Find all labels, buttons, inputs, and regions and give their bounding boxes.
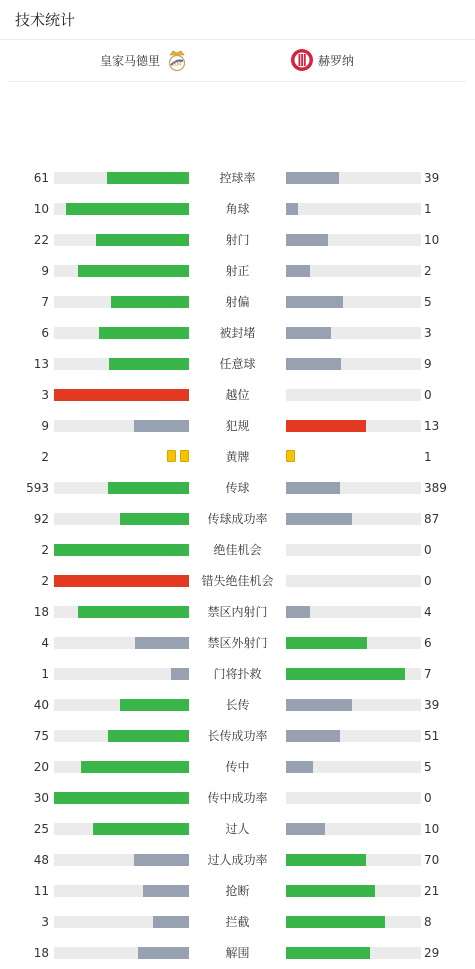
away-bar-fill [286, 854, 366, 866]
home-value: 7 [41, 295, 49, 309]
away-value: 70 [424, 853, 440, 867]
away-value: 10 [424, 822, 440, 836]
girona-crest-icon [290, 48, 312, 72]
page-title: 技术统计 [15, 11, 76, 29]
home-bar-track [54, 203, 189, 215]
home-bar-track [54, 265, 189, 277]
home-bar-fill [153, 916, 189, 928]
stat-row [0, 845, 475, 876]
stat-row [0, 783, 475, 814]
home-value: 9 [41, 419, 49, 433]
home-team[interactable] [100, 48, 188, 72]
teams-bar [9, 40, 466, 82]
stat-row [0, 318, 475, 349]
away-value: 0 [424, 574, 432, 588]
home-bar-fill [134, 420, 189, 432]
away-bar-fill [286, 513, 352, 525]
away-value: 13 [424, 419, 440, 433]
away-bar-track [286, 203, 421, 215]
home-bar-fill [54, 792, 189, 804]
away-bar-fill [286, 823, 325, 835]
stat-label: 错失绝佳机会 [201, 574, 274, 588]
away-bar-track [286, 885, 421, 897]
away-bar-fill [286, 916, 385, 928]
stat-label: 长传成功率 [207, 729, 268, 743]
home-bar-fill [107, 172, 189, 184]
away-bar-fill [286, 637, 367, 649]
stat-label: 越位 [225, 388, 250, 402]
home-team-name: 皇家马德里 [99, 53, 160, 68]
home-bar-fill [108, 730, 189, 742]
home-bar-fill [111, 296, 189, 308]
home-bar-track [54, 513, 189, 525]
stat-row [0, 473, 475, 504]
stat-label: 被封堵 [219, 326, 256, 340]
stat-label: 传中 [225, 760, 250, 774]
home-value: 61 [33, 171, 49, 185]
stat-row [0, 814, 475, 845]
home-bar-track [54, 792, 189, 804]
away-bar-track [286, 637, 421, 649]
home-value: 13 [33, 357, 49, 371]
home-bar-fill [120, 699, 189, 711]
home-value: 18 [33, 605, 49, 619]
away-bar-track [286, 296, 421, 308]
home-bar-fill [66, 203, 189, 215]
away-bar-track [286, 823, 421, 835]
away-bar-track [286, 792, 421, 804]
away-bar-track [286, 358, 421, 370]
stat-label: 射偏 [225, 295, 250, 309]
home-bar-fill [54, 544, 189, 556]
home-bar-track [54, 885, 189, 897]
home-value: 10 [33, 202, 49, 216]
away-value: 1 [424, 450, 432, 464]
away-bar-track [286, 699, 421, 711]
home-value: 75 [33, 729, 49, 743]
home-value: 1 [41, 667, 49, 681]
home-bar-fill [134, 854, 189, 866]
section-header [0, 0, 475, 40]
away-value: 39 [424, 698, 440, 712]
stat-label: 拦截 [225, 915, 250, 929]
stat-label: 长传 [225, 698, 250, 712]
away-value: 29 [424, 946, 440, 960]
away-value: 389 [424, 481, 447, 495]
away-bar-fill [286, 730, 340, 742]
away-bar-track [286, 327, 421, 339]
home-bar-fill [120, 513, 189, 525]
home-bar-track [54, 172, 189, 184]
home-bar-fill [109, 358, 189, 370]
away-value: 10 [424, 233, 440, 247]
stat-row [0, 597, 475, 628]
yellow-card-icon [167, 450, 176, 462]
away-value: 8 [424, 915, 432, 929]
stat-row [0, 659, 475, 690]
stat-label: 控球率 [219, 171, 256, 185]
stat-label: 黄牌 [225, 450, 250, 464]
home-bar-fill [78, 265, 189, 277]
stat-label: 传球 [225, 481, 250, 495]
away-value: 7 [424, 667, 432, 681]
home-value: 3 [41, 388, 49, 402]
away-value: 0 [424, 388, 432, 402]
home-bar-fill [99, 327, 189, 339]
away-bar-track [286, 172, 421, 184]
away-team-name: 赫罗纳 [318, 53, 355, 68]
away-value: 87 [424, 512, 440, 526]
away-bar-fill [286, 234, 328, 246]
home-value: 2 [41, 543, 49, 557]
away-bar-track [286, 234, 421, 246]
home-value: 2 [41, 450, 49, 464]
stat-row [0, 907, 475, 938]
home-bar-track [54, 544, 189, 556]
away-bar-track [286, 513, 421, 525]
home-bar-fill [108, 482, 189, 494]
home-bar-track [54, 730, 189, 742]
stat-row [0, 752, 475, 783]
home-bar-fill [135, 637, 189, 649]
home-value: 25 [33, 822, 49, 836]
stat-row [0, 163, 475, 194]
home-bar-track [54, 947, 189, 959]
away-bar-track [286, 482, 421, 494]
stat-row [0, 535, 475, 566]
away-value: 5 [424, 760, 432, 774]
away-bar-track [286, 668, 421, 680]
home-value: 40 [33, 698, 49, 712]
yellow-card-icon [180, 450, 189, 462]
away-value: 6 [424, 636, 432, 650]
away-bar-track [286, 761, 421, 773]
home-cards [167, 450, 189, 462]
stat-row [0, 256, 475, 287]
stat-label: 禁区内射门 [207, 605, 268, 619]
away-bar-fill [286, 761, 313, 773]
away-bar-track [286, 854, 421, 866]
stat-row [0, 690, 475, 721]
home-bar-track [54, 389, 189, 401]
home-bar-fill [96, 234, 189, 246]
home-value: 48 [33, 853, 49, 867]
stat-row [0, 876, 475, 907]
away-bar-track [286, 606, 421, 618]
away-bar-track [286, 389, 421, 401]
stat-label: 任意球 [219, 357, 256, 371]
away-bar-fill [286, 947, 370, 959]
stat-label: 抢断 [225, 884, 250, 898]
stat-row [0, 349, 475, 380]
stat-label: 过人成功率 [207, 853, 268, 867]
stat-row [0, 380, 475, 411]
home-bar-track [54, 575, 189, 587]
away-bar-track [286, 730, 421, 742]
home-bar-track [54, 482, 189, 494]
stat-label: 角球 [225, 202, 250, 216]
away-bar-track [286, 916, 421, 928]
home-bar-fill [171, 668, 189, 680]
home-bar-track [54, 823, 189, 835]
home-bar-fill [81, 761, 189, 773]
stat-label: 犯规 [225, 419, 250, 433]
away-bar-fill [286, 699, 352, 711]
home-value: 6 [41, 326, 49, 340]
home-value: 18 [33, 946, 49, 960]
stat-row [0, 411, 475, 442]
home-bar-track [54, 420, 189, 432]
away-value: 1 [424, 202, 432, 216]
home-value: 30 [33, 791, 49, 805]
away-bar-fill [286, 420, 366, 432]
home-bar-track [54, 854, 189, 866]
stat-label: 传中成功率 [207, 791, 268, 805]
stat-label: 绝佳机会 [213, 543, 262, 557]
away-value: 2 [424, 264, 432, 278]
home-value: 20 [33, 760, 49, 774]
away-bar-fill [286, 265, 310, 277]
away-bar-fill [286, 668, 405, 680]
stat-row [0, 628, 475, 659]
stat-label: 过人 [225, 822, 250, 836]
stat-row [0, 566, 475, 597]
away-bar-fill [286, 327, 331, 339]
home-bar-track [54, 327, 189, 339]
svg-text:RM: RM [172, 61, 182, 68]
stat-row [0, 938, 475, 969]
away-value: 4 [424, 605, 432, 619]
home-value: 92 [33, 512, 49, 526]
home-bar-track [54, 668, 189, 680]
home-value: 3 [41, 915, 49, 929]
away-value: 39 [424, 171, 440, 185]
stat-label: 禁区外射门 [207, 636, 268, 650]
home-bar-track [54, 234, 189, 246]
home-bar-track [54, 296, 189, 308]
away-bar-track [286, 575, 421, 587]
home-bar-fill [138, 947, 189, 959]
stat-label: 传球成功率 [207, 512, 268, 526]
away-value: 21 [424, 884, 440, 898]
away-value: 5 [424, 295, 432, 309]
home-bar-fill [78, 606, 189, 618]
stat-row [0, 504, 475, 535]
home-value: 2 [41, 574, 49, 588]
away-bar-fill [286, 885, 375, 897]
stat-label: 门将扑救 [213, 667, 262, 681]
home-bar-track [54, 637, 189, 649]
yellow-card-icon [286, 450, 295, 462]
home-value: 593 [26, 481, 49, 495]
away-bar-track [286, 544, 421, 556]
home-bar-fill [54, 575, 189, 587]
stat-row [0, 287, 475, 318]
real-madrid-crest-icon [166, 48, 188, 72]
stat-row [0, 442, 475, 473]
home-value: 4 [41, 636, 49, 650]
home-value: 22 [33, 233, 49, 247]
home-bar-fill [93, 823, 189, 835]
away-value: 0 [424, 791, 432, 805]
stat-row [0, 194, 475, 225]
away-value: 3 [424, 326, 432, 340]
home-bar-track [54, 916, 189, 928]
stat-label: 解围 [225, 946, 250, 960]
away-bar-fill [286, 296, 343, 308]
away-cards [286, 450, 295, 462]
stat-row [0, 721, 475, 752]
away-bar-track [286, 265, 421, 277]
away-value: 0 [424, 543, 432, 557]
away-bar-track [286, 947, 421, 959]
away-team[interactable] [290, 48, 354, 72]
away-bar-fill [286, 358, 341, 370]
away-bar-fill [286, 172, 339, 184]
home-bar-fill [54, 389, 189, 401]
away-value: 9 [424, 357, 432, 371]
away-bar-fill [286, 606, 310, 618]
stat-label: 射正 [225, 264, 250, 278]
home-bar-track [54, 358, 189, 370]
home-value: 9 [41, 264, 49, 278]
home-bar-fill [143, 885, 189, 897]
home-bar-track [54, 699, 189, 711]
away-bar-track [286, 420, 421, 432]
stat-row [0, 225, 475, 256]
away-value: 51 [424, 729, 440, 743]
home-value: 11 [33, 884, 49, 898]
home-bar-track [54, 761, 189, 773]
away-bar-fill [286, 482, 340, 494]
stat-label: 射门 [225, 233, 250, 247]
away-bar-fill [286, 203, 298, 215]
home-bar-track [54, 606, 189, 618]
